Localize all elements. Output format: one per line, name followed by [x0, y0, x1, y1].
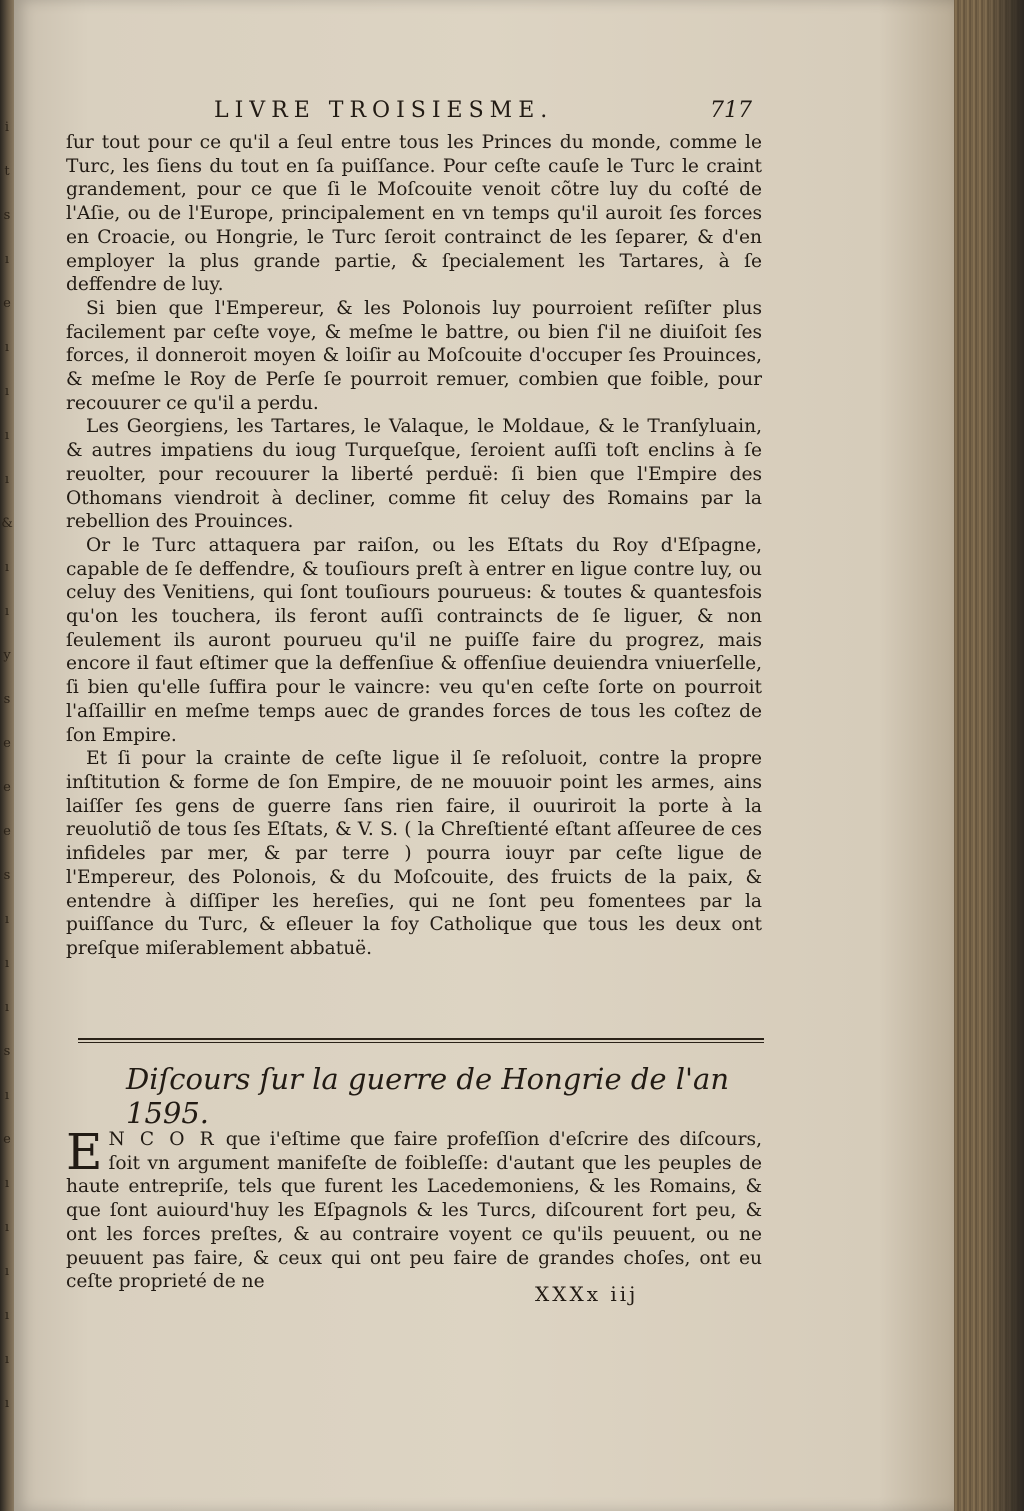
margin-mark: i	[4, 120, 10, 135]
margin-mark: s	[3, 692, 11, 707]
margin-mark: ı	[4, 1264, 10, 1279]
opening-smallcaps: N C O R	[108, 1129, 217, 1150]
margin-mark: ı	[4, 472, 10, 487]
section-title: Diſcours ſur la guerre de Hongrie de l'an 1595.	[126, 1062, 729, 1130]
section-divider-rule	[78, 1038, 764, 1040]
margin-mark: ı	[4, 956, 10, 971]
margin-mark: ı	[4, 1352, 10, 1367]
section-text	[66, 1123, 762, 1294]
signature-mark: XXXx iij	[535, 1282, 639, 1306]
margin-mark: ı	[4, 1396, 10, 1411]
margin-mark: e	[3, 780, 11, 795]
page-number: 717	[710, 98, 752, 123]
margin-mark: ı	[4, 428, 10, 443]
margin-mark: e	[3, 736, 11, 751]
margin-mark: e	[3, 1132, 11, 1147]
margin-mark: y	[3, 648, 11, 663]
margin-mark: ı	[4, 1000, 10, 1015]
margin-mark: s	[3, 208, 11, 223]
paragraph: ſur tout pour ce qu'il a ſeul entre tous les Princes du monde, comme le Turc, les ſiens du tout en ſa puiſſance. Pour ceſte cauſe le Turc le craint grandement, pour ce que ſi le Moſcouite venoit cõtre luy du coſté de l'Aſie, ou de l'Europe, principalement en vn temps qu'il auroit ſes forces en Croacie, ou Hongrie, le Turc ſeroit contrainct de les ſeparer, & d'en employer la plus grande partie, & ſpecialement les Tartares, à ſe deffendre de luy.	[66, 132, 762, 296]
margin-mark: s	[3, 868, 11, 883]
paragraph: Or le Turc attaquera par raiſon, ou les Eſtats du Roy d'Eſpagne, capable de ſe deffendre, & touſiours preſt à entrer en ligue contre luy, ou celuy des Venitiens, qui ſont touſiours pourueus: & toutes & quantesfois qu'on les touchera, ils feront auſſi contraincts de ſe liguer, & non ſeulement ils auront pourueu qu'il ne puiſſe faire du progrez, mais encore il faut eſtimer que la deffenſiue & offenſiue deuiendra vniuerſelle, ſi bien qu'elle ſuffira pour le vaincre: veu qu'en ceſte ſorte on pourroit l'aſſaillir en meſme temps auec de grandes forces de tous les coſtez de ſon Empire.	[66, 534, 762, 746]
margin-mark: t	[4, 164, 10, 179]
margin-mark: e	[3, 824, 11, 839]
margin-mark: e	[3, 296, 11, 311]
margin-mark: ı	[4, 252, 10, 267]
margin-bleedthrough	[0, 120, 14, 1440]
margin-mark: ı	[4, 560, 10, 575]
margin-mark: &	[1, 516, 13, 531]
running-header: LIVRE TROISIESME.	[214, 98, 554, 123]
drop-cap: E	[66, 1123, 103, 1181]
paragraph: Si bien que l'Empereur, & les Polonois luy pourroient reſiſter plus facilement par ceſte voye, & meſme le battre, ou bien ſ'il ne diuiſoit ſes forces, il donneroit moyen & loiſir au Moſcouite d'occuper ſes Prouinces, & meſme le Roy de Perſe ſe pourroit remuer, combien que foible, pour recouurer ce qu'il a perdu.	[66, 297, 762, 414]
margin-mark: ı	[4, 340, 10, 355]
margin-mark: ı	[4, 1308, 10, 1323]
page-fore-edge	[954, 0, 1024, 1511]
paragraph: que i'eſtime que faire profeſſion d'eſcrire des diſcours, ſoit vn argument manifeſte de foibleſſe: d'autant que les peuples de haute entrepriſe, tels que furent les Lacedemoniens, & les Romains, & que ſont auiourd'huy les Eſpagnols & les Turcs, diſcourent fort peu, & ont les forces preſtes, & au contraire voyent ce qu'ils peuuent, ou ne peuuent pas faire, & ceux qui ont peu faire de grandes choſes, ont eu ceſte proprieté de ne	[66, 1129, 762, 1293]
paragraph: Et ſi pour la crainte de ceſte ligue il ſe reſoluoit, contre la propre inſtitution & forme de ſon Empire, de ne mouuoir point les armes, ains laiſſer ſes gens de guerre ſans rien faire, il ouuriroit la porte à la reuolutiõ de tous ſes Eſtats, & V. S. ( la Chreſtienté eſtant aſſeuree de ces infideles par mer, & par terre ) pourra iouyr par ceſte ligue de l'Empereur, des Polonois, & du Moſcouite, des fruicts de la paix, & entendre à diſſiper les hereſies, qui ne ſont peu fomentees par la puiſſance du Turc, & eſleuer la foy Catholique que tous les deux ont preſque miſerablement abbatuë.	[66, 748, 762, 959]
margin-mark: ı	[4, 604, 10, 619]
chapter-text	[66, 131, 762, 961]
margin-mark: ı	[4, 1088, 10, 1103]
margin-mark: ı	[4, 1220, 10, 1235]
margin-mark: ı	[4, 912, 10, 927]
paragraph: Les Georgiens, les Tartares, le Valaque, le Moldaue, & le Tranſyluain, & autres impatiens du ioug Turqueſque, ſeroient auſſi toſt enclins à ſe reuolter, pour recouurer la liberté perduë: ſi bien que l'Empire des Othomans viendroit à decliner, comme fit celuy des Romains par la rebellion des Prouinces.	[66, 416, 762, 533]
margin-mark: ı	[4, 384, 10, 399]
margin-mark: s	[3, 1044, 11, 1059]
margin-mark: ı	[4, 1176, 10, 1191]
